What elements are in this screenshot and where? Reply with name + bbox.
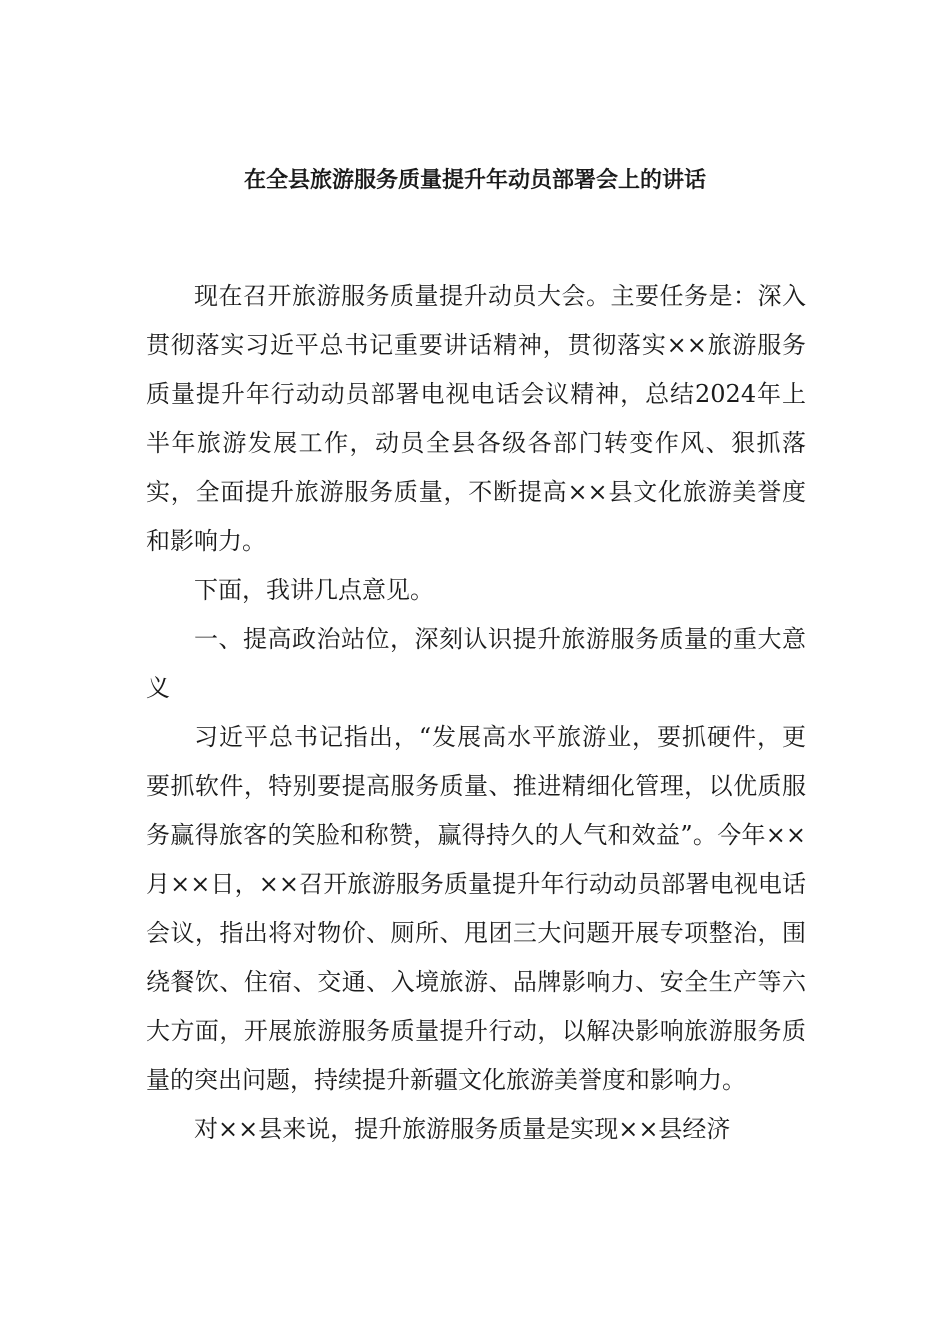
paragraph-intro: 现在召开旅游服务质量提升动员大会。主要任务是：深入贯彻落实习近平总书记重要讲话精神，贯彻落实××旅游服务质量提升年行动动员部署电视电话会议精神，总结2024年上半年旅游发展工作，动员全县各级各部门转变作风、狠抓落实，全面提升旅游服务质量，不断提高××县文化旅游美誉度和影响力。: [146, 282, 806, 555]
document-body: [146, 272, 806, 1154]
paragraph-quote: 习近平总书记指出，“发展高水平旅游业，要抓硬件，更要抓软件，特别要提高服务质量、推进精细化管理，以优质服务赢得旅客的笑脸和称赞，赢得持久的人气和效益”。今年××月××日，××召开旅游服务质量提升年行动动员部署电视电话会议，指出将对物价、厕所、甩团三大问题开展专项整治，围绕餐饮、住宿、交通、入境旅游、品牌影响力、安全生产等六大方面，开展旅游服务质量提升行动，以解决影响旅游服务质量的突出问题，持续提升新疆文化旅游美誉度和影响力。: [146, 723, 806, 1094]
section-heading-1: 一、提高政治站位，深刻认识提升旅游服务质量的重大意义: [146, 625, 806, 702]
paragraph-opinions: 下面，我讲几点意见。: [194, 576, 434, 604]
paragraph-county: 对××县来说，提升旅游服务质量是实现××县经济: [194, 1115, 731, 1143]
document-title: 在全县旅游服务质量提升年动员部署会上的讲话: [243, 167, 706, 193]
